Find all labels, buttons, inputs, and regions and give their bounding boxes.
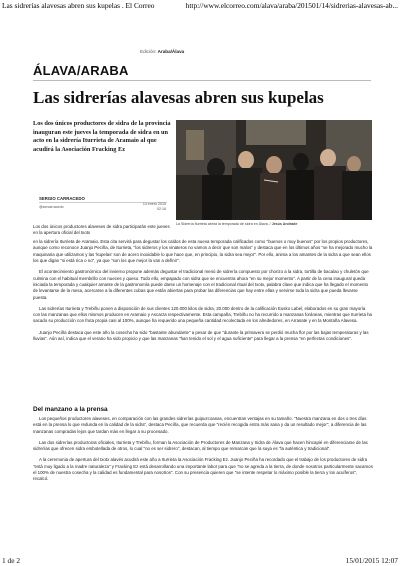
body-paragraph: Las dos sidrerías productoras oficiales, Iturrieta y Trebiñu, forman la Asociación de Productores de Manzana y Sidra de Álava que hacen hincapié en diferenciarse de las sidrerías que ofrecen sidra embotellada de otros, lo cual "no es ser sidrero", destacan, al tiempo que remarcan que la suya es "la auténtica y tradicional". xyxy=(33,439,368,452)
edition-line xyxy=(140,49,184,54)
article-body xyxy=(33,239,373,347)
body-paragraph: Las sidrerías Iturrieta y Trebiñu ponen a disposición de sus clientes 120.000 kilos de sidra, 20.000 dentro de la calificación Eusko Label, elaborados en su gran mayoría con las manzanas que ellos mismos producen en Aramaio y Ascarza respectivamente. Esta campaña, Trebiñu no ha recurrido a manzanas foráneas, mientras que Iturrieta ha sacado su producción con fruta propia casi al 100%, aunque ha requerido una pequeña cantidad recolectada en los alrededores, en Arrasate y en la Montaña Alavesa. xyxy=(33,305,372,324)
section-title[interactable]: ÁLAVA/ARABA xyxy=(33,63,129,78)
caption-text: La Sidrería Iturrieta abrirá la temporada de sidra en Álava. / xyxy=(176,222,271,226)
section-subheading: Del manzano a la prensa xyxy=(33,406,108,413)
page-title: Las sidrerías alavesas abren sus kupelas . El Correo xyxy=(2,1,155,10)
print-timestamp: 15/01/2015 12:07 xyxy=(345,556,398,565)
edition-value[interactable]: Araba/Álava xyxy=(157,49,185,54)
author-name[interactable]: SERGIO CARRACEDO xyxy=(39,196,85,201)
body-paragraph: Los pequeños productores alaveses, en comparación con las grandes sidrerías guipuzcoanas, encuentran ventajas en su tamaño. "Nuestra manzana en dos o tres días está en la prensa lo que redunda en la calidad de la sidra", destaca Peciña, que recuerda que "recién recogida entra más sana y da un resultado mejor", a diferencia de las manzanas compradas lejos que tardan más en llegar a su procesado. xyxy=(33,416,367,434)
body-paragraph: El acontecimiento gastronómico del invierno propone además degustar el tradicional menú de sidrería compuesto por chorizo a la sidra, tortilla de bacalao y chuletón que culmina con el habitual membrillo con nueces y queso. Todo ello, empapado con sidra que se encuentra ahora "en su mejor momento". A partir de la cena inaugural queda iniciada la temporada y cualquier amante de la gastronomía puede darse un homenaje con el tradicional ritual del txotx, palabra clave que indica que ha llegado el momento de levantarse de la mesa, acercarse a la diferentes cubas que están abiertas para probar las diferencias que hay entre ellas y servirse toda la sidra que pueda llevarse puesta. xyxy=(33,269,369,300)
browser-footer xyxy=(0,556,400,566)
body-paragraph: Juanjo Peciña destaca que este año la cosecha ha sido "bastante abundante" a pesar de que "durante la primavera se perdió mucha flor por las bajas temperaturas y las lluvias". Aún así, indica que el verano ha sido propicio y que las manzanas "han tenido el sol y el agua suficiente" para llegar a la prensa "en perfectas condiciones". xyxy=(33,329,369,341)
article-photo[interactable] xyxy=(176,120,372,220)
section-divider xyxy=(33,80,371,81)
edition-label: Edición: xyxy=(140,49,157,54)
publish-date-time: 02:16 xyxy=(157,207,166,211)
article-lead: Los dos únicos productores de sidra de la provincia inauguran este jueves la temporada de sidra en un acto en la sidrería Iturrieta de Aramaio al que acudirá la Asociación Fracking Ez xyxy=(33,120,171,153)
intro-paragraph-continued: en la sidrería Iturrieta de Aramaio. Esta cita servirá para degustar los caldos de esta nueva temporada calificados como "buenos o muy buenos" por los propios productores, aunque como reconoce Juanjo Peciña, de Iturrieta, "los sidreros y los vinateros no vamos a decir que son malos" y destaca que en los últimos años "se ha mejorado mucho la maquinaria que utilizamos y las 'kupelas' son de acero inoxidable lo que hace que, en principio, la sidra sea mejor". Por ello, anima a los amantes de la sidra a que sean ellos los que digan "si está rica o no", ya que "son los que mejor la van a definir". xyxy=(33,239,373,264)
publish-date xyxy=(126,202,166,212)
page-number: 1 de 2 xyxy=(2,556,21,565)
browser-header xyxy=(0,0,400,10)
intro-paragraph: Los dos únicos productores alaveses de sidra participarán este jueves en la apertura oficial del txotx xyxy=(33,224,170,236)
article-body-2 xyxy=(33,416,373,487)
page-url[interactable]: http://www.elcorreo.com/alava/araba/201501/14/sidrerias-alavesas-ab... xyxy=(185,1,398,10)
article-headline: Las sidrerías alavesas abren sus kupelas xyxy=(33,88,324,107)
author-handle[interactable]: @sercarracedo xyxy=(39,205,64,209)
publish-date-day: 14 enero 2015 xyxy=(142,202,166,206)
body-paragraph: A la ceremonia de apertura del txotx alavés acudirá este año a Iturrieta la Asociación Fracking Ez. Juanjo Peciña ha recordado que el trabajo de los productores de sidra "está muy ligado a la madre naturaleza" y Fracking Ez está desarrollando una importante labor para que "no se agreda a la tierra, de donde nosotros particularmente sacamos el 100% de nuestra cosecha y la calidad es fundamental para nosotros". Con su presencia quieren que "se intente respetar lo máximo posible la tierra y los acuíferos", recalcó. xyxy=(33,457,373,482)
photo-caption xyxy=(176,222,372,226)
photo-image xyxy=(176,120,372,220)
photo-credit: Jesús Andrade xyxy=(271,222,298,226)
